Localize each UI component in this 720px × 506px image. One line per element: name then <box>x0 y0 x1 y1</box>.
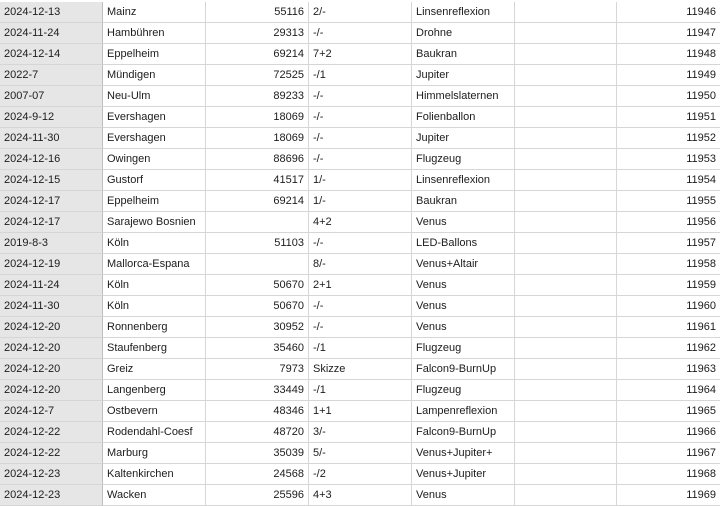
place-cell[interactable]: Evershagen <box>103 128 206 149</box>
table-row <box>0 338 720 359</box>
table-row <box>0 86 720 107</box>
place-cell[interactable]: Köln <box>103 233 206 254</box>
empty-cell[interactable] <box>515 296 617 317</box>
case-number-cell[interactable]: 11952 <box>617 128 720 149</box>
place-cell[interactable]: Wacken <box>103 485 206 506</box>
table-row <box>0 275 720 296</box>
postal-code-cell[interactable]: 18069 <box>206 107 309 128</box>
date-cell[interactable]: 2007-07 <box>0 86 103 107</box>
case-number-cell[interactable]: 11954 <box>617 170 720 191</box>
object-type-cell[interactable]: Jupiter <box>412 65 515 86</box>
date-cell[interactable]: 2024-12-20 <box>0 380 103 401</box>
object-type-cell[interactable]: Baukran <box>412 191 515 212</box>
date-cell[interactable]: 2024-11-30 <box>0 128 103 149</box>
case-number-cell[interactable]: 11962 <box>617 338 720 359</box>
place-cell[interactable]: Ronnenberg <box>103 317 206 338</box>
table-row <box>0 422 720 443</box>
object-type-cell[interactable]: Falcon9-BurnUp <box>412 422 515 443</box>
place-cell[interactable]: Langenberg <box>103 380 206 401</box>
date-cell[interactable]: 2024-12-19 <box>0 254 103 275</box>
object-type-cell[interactable]: Folienballon <box>412 107 515 128</box>
table-row <box>0 44 720 65</box>
count-code-cell[interactable]: 4+3 <box>309 485 412 506</box>
count-code-cell[interactable]: 8/- <box>309 254 412 275</box>
case-number-cell[interactable]: 11969 <box>617 485 720 506</box>
count-code-cell[interactable]: -/- <box>309 296 412 317</box>
case-number-cell[interactable]: 11953 <box>617 149 720 170</box>
count-code-cell[interactable]: 4+2 <box>309 212 412 233</box>
empty-cell[interactable] <box>515 254 617 275</box>
postal-code-cell[interactable]: 51103 <box>206 233 309 254</box>
object-type-cell[interactable]: Linsenreflexion <box>412 2 515 23</box>
postal-code-cell[interactable]: 88696 <box>206 149 309 170</box>
empty-cell[interactable] <box>515 422 617 443</box>
place-cell[interactable]: Mallorca-Espana <box>103 254 206 275</box>
date-cell[interactable]: 2024-12-20 <box>0 317 103 338</box>
count-code-cell[interactable]: -/- <box>309 86 412 107</box>
place-cell[interactable]: Owingen <box>103 149 206 170</box>
place-cell[interactable]: Ostbevern <box>103 401 206 422</box>
place-cell[interactable]: Mündigen <box>103 65 206 86</box>
count-code-cell[interactable]: -/- <box>309 23 412 44</box>
object-type-cell[interactable]: Venus <box>412 296 515 317</box>
postal-code-cell[interactable]: 35039 <box>206 443 309 464</box>
place-cell[interactable]: Hambühren <box>103 23 206 44</box>
case-number-cell[interactable]: 11950 <box>617 86 720 107</box>
object-type-cell[interactable]: Flugzeug <box>412 149 515 170</box>
empty-cell[interactable] <box>515 317 617 338</box>
count-code-cell[interactable]: -/- <box>309 107 412 128</box>
empty-cell[interactable] <box>515 191 617 212</box>
date-cell[interactable]: 2024-12-16 <box>0 149 103 170</box>
table-row <box>0 464 720 485</box>
object-type-cell[interactable]: Venus <box>412 275 515 296</box>
empty-cell[interactable] <box>515 2 617 23</box>
case-number-cell[interactable]: 11965 <box>617 401 720 422</box>
table-row <box>0 359 720 380</box>
case-number-cell[interactable]: 11955 <box>617 191 720 212</box>
postal-code-cell[interactable]: 25596 <box>206 485 309 506</box>
date-cell[interactable]: 2024-12-22 <box>0 422 103 443</box>
case-number-cell[interactable]: 11967 <box>617 443 720 464</box>
empty-cell[interactable] <box>515 464 617 485</box>
postal-code-cell[interactable]: 55116 <box>206 2 309 23</box>
table-row <box>0 65 720 86</box>
place-cell[interactable]: Greiz <box>103 359 206 380</box>
case-number-cell[interactable]: 11963 <box>617 359 720 380</box>
count-code-cell[interactable]: -/- <box>309 149 412 170</box>
table-row <box>0 485 720 506</box>
place-cell[interactable]: Gustorf <box>103 170 206 191</box>
empty-cell[interactable] <box>515 44 617 65</box>
postal-code-cell[interactable]: 41517 <box>206 170 309 191</box>
table-row <box>0 401 720 422</box>
object-type-cell[interactable]: Venus <box>412 317 515 338</box>
count-code-cell[interactable]: Skizze <box>309 359 412 380</box>
object-type-cell[interactable]: Drohne <box>412 23 515 44</box>
object-type-cell[interactable]: Venus+Jupiter <box>412 464 515 485</box>
place-cell[interactable]: Eppelheim <box>103 191 206 212</box>
case-number-cell[interactable]: 11947 <box>617 23 720 44</box>
postal-code-cell[interactable]: 33449 <box>206 380 309 401</box>
place-cell[interactable]: Köln <box>103 275 206 296</box>
empty-cell[interactable] <box>515 65 617 86</box>
object-type-cell[interactable]: Jupiter <box>412 128 515 149</box>
postal-code-cell[interactable]: 50670 <box>206 275 309 296</box>
case-number-cell[interactable]: 11966 <box>617 422 720 443</box>
place-cell[interactable]: Kaltenkirchen <box>103 464 206 485</box>
postal-code-cell[interactable]: 29313 <box>206 23 309 44</box>
case-number-cell[interactable]: 11957 <box>617 233 720 254</box>
object-type-cell[interactable]: Venus <box>412 212 515 233</box>
table-row <box>0 170 720 191</box>
empty-cell[interactable] <box>515 380 617 401</box>
table-row <box>0 443 720 464</box>
date-cell[interactable]: 2024-12-7 <box>0 401 103 422</box>
place-cell[interactable]: Mainz <box>103 2 206 23</box>
case-number-cell[interactable]: 11960 <box>617 296 720 317</box>
place-cell[interactable]: Köln <box>103 296 206 317</box>
date-cell[interactable]: 2024-12-20 <box>0 338 103 359</box>
table-row <box>0 233 720 254</box>
object-type-cell[interactable]: Himmelslaternen <box>412 86 515 107</box>
place-cell[interactable]: Eppelheim <box>103 44 206 65</box>
date-cell[interactable]: 2024-12-23 <box>0 464 103 485</box>
case-number-cell[interactable]: 11949 <box>617 65 720 86</box>
empty-cell[interactable] <box>515 485 617 506</box>
postal-code-cell[interactable]: 48720 <box>206 422 309 443</box>
object-type-cell[interactable]: LED-Ballons <box>412 233 515 254</box>
object-type-cell[interactable]: Falcon9-BurnUp <box>412 359 515 380</box>
table-row <box>0 191 720 212</box>
postal-code-cell[interactable]: 69214 <box>206 191 309 212</box>
postal-code-cell[interactable]: 69214 <box>206 44 309 65</box>
date-cell[interactable]: 2024-12-23 <box>0 485 103 506</box>
empty-cell[interactable] <box>515 443 617 464</box>
count-code-cell[interactable]: -/- <box>309 128 412 149</box>
date-cell[interactable]: 2024-12-13 <box>0 2 103 23</box>
table-row <box>0 212 720 233</box>
date-cell[interactable]: 2024-12-15 <box>0 170 103 191</box>
date-cell[interactable]: 2019-8-3 <box>0 233 103 254</box>
date-cell[interactable]: 2024-11-24 <box>0 275 103 296</box>
empty-cell[interactable] <box>515 212 617 233</box>
case-number-cell[interactable]: 11956 <box>617 212 720 233</box>
postal-code-cell[interactable]: 30952 <box>206 317 309 338</box>
count-code-cell[interactable]: 2+1 <box>309 275 412 296</box>
object-type-cell[interactable]: Baukran <box>412 44 515 65</box>
table-row <box>0 254 720 275</box>
table-row <box>0 107 720 128</box>
table-row <box>0 2 720 23</box>
table-row <box>0 23 720 44</box>
case-number-cell[interactable]: 11961 <box>617 317 720 338</box>
place-cell[interactable]: Evershagen <box>103 107 206 128</box>
postal-code-cell[interactable]: 48346 <box>206 401 309 422</box>
count-code-cell[interactable]: 3/- <box>309 422 412 443</box>
case-number-cell[interactable]: 11948 <box>617 44 720 65</box>
empty-cell[interactable] <box>515 275 617 296</box>
object-type-cell[interactable]: Venus+Altair <box>412 254 515 275</box>
count-code-cell[interactable]: 1/- <box>309 191 412 212</box>
postal-code-cell[interactable]: 50670 <box>206 296 309 317</box>
count-code-cell[interactable]: 1/- <box>309 170 412 191</box>
table-row <box>0 149 720 170</box>
postal-code-cell[interactable]: 7973 <box>206 359 309 380</box>
place-cell[interactable]: Neu-Ulm <box>103 86 206 107</box>
empty-cell[interactable] <box>515 23 617 44</box>
date-cell[interactable]: 2024-11-30 <box>0 296 103 317</box>
empty-cell[interactable] <box>515 338 617 359</box>
count-code-cell[interactable]: -/1 <box>309 380 412 401</box>
date-cell[interactable]: 2024-12-17 <box>0 191 103 212</box>
empty-cell[interactable] <box>515 359 617 380</box>
object-type-cell[interactable]: Flugzeug <box>412 338 515 359</box>
postal-code-cell[interactable]: 24568 <box>206 464 309 485</box>
object-type-cell[interactable]: Lampenreflexion <box>412 401 515 422</box>
postal-code-cell[interactable]: 89233 <box>206 86 309 107</box>
count-code-cell[interactable]: 5/- <box>309 443 412 464</box>
date-cell[interactable]: 2024-12-14 <box>0 44 103 65</box>
date-cell[interactable]: 2024-11-24 <box>0 23 103 44</box>
case-number-cell[interactable]: 11951 <box>617 107 720 128</box>
case-number-cell[interactable]: 11968 <box>617 464 720 485</box>
count-code-cell[interactable]: -/1 <box>309 338 412 359</box>
postal-code-cell[interactable] <box>206 254 309 275</box>
count-code-cell[interactable]: 7+2 <box>309 44 412 65</box>
table-row <box>0 296 720 317</box>
count-code-cell[interactable]: -/2 <box>309 464 412 485</box>
empty-cell[interactable] <box>515 107 617 128</box>
date-cell[interactable]: 2024-9-12 <box>0 107 103 128</box>
table-row <box>0 128 720 149</box>
empty-cell[interactable] <box>515 401 617 422</box>
count-code-cell[interactable]: 2/- <box>309 2 412 23</box>
count-code-cell[interactable]: 1+1 <box>309 401 412 422</box>
empty-cell[interactable] <box>515 170 617 191</box>
case-number-cell[interactable]: 11959 <box>617 275 720 296</box>
object-type-cell[interactable]: Venus+Jupiter+ <box>412 443 515 464</box>
date-cell[interactable]: 2024-12-22 <box>0 443 103 464</box>
case-number-cell[interactable]: 11958 <box>617 254 720 275</box>
count-code-cell[interactable]: -/- <box>309 233 412 254</box>
place-cell[interactable]: Sarajewo Bosnien <box>103 212 206 233</box>
date-cell[interactable]: 2024-12-20 <box>0 359 103 380</box>
postal-code-cell[interactable]: 35460 <box>206 338 309 359</box>
postal-code-cell[interactable] <box>206 212 309 233</box>
object-type-cell[interactable]: Venus <box>412 485 515 506</box>
empty-cell[interactable] <box>515 233 617 254</box>
place-cell[interactable]: Staufenberg <box>103 338 206 359</box>
count-code-cell[interactable]: -/- <box>309 317 412 338</box>
date-cell[interactable]: 2022-7 <box>0 65 103 86</box>
case-number-cell[interactable]: 11964 <box>617 380 720 401</box>
place-cell[interactable]: Marburg <box>103 443 206 464</box>
empty-cell[interactable] <box>515 128 617 149</box>
postal-code-cell[interactable]: 72525 <box>206 65 309 86</box>
table-row <box>0 380 720 401</box>
postal-code-cell[interactable]: 18069 <box>206 128 309 149</box>
case-number-cell[interactable]: 11946 <box>617 2 720 23</box>
place-cell[interactable]: Rodendahl-Coesf <box>103 422 206 443</box>
empty-cell[interactable] <box>515 86 617 107</box>
table-row <box>0 317 720 338</box>
empty-cell[interactable] <box>515 149 617 170</box>
object-type-cell[interactable]: Flugzeug <box>412 380 515 401</box>
date-cell[interactable]: 2024-12-17 <box>0 212 103 233</box>
object-type-cell[interactable]: Linsenreflexion <box>412 170 515 191</box>
count-code-cell[interactable]: -/1 <box>309 65 412 86</box>
